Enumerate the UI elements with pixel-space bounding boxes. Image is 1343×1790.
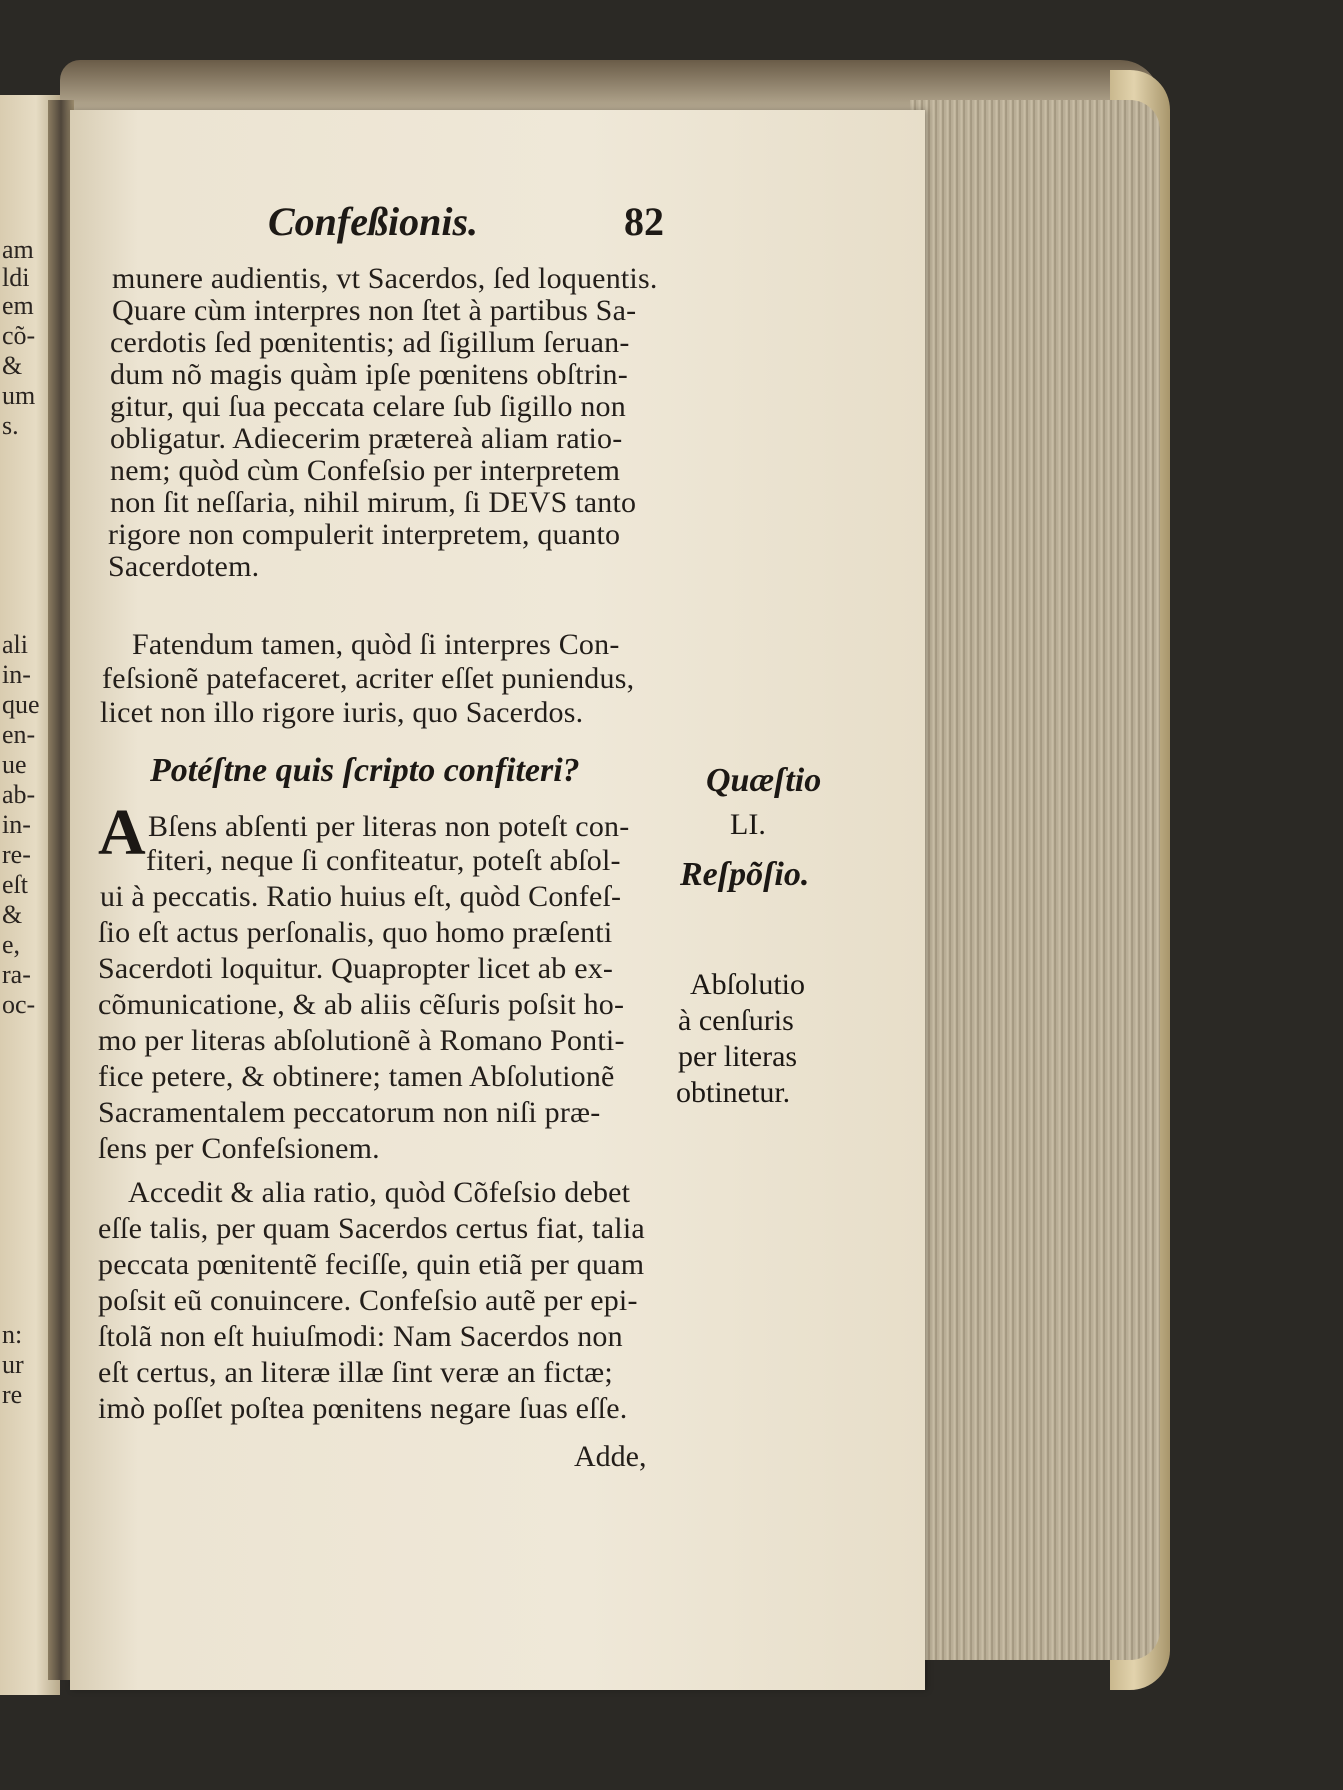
text-line: eſſe talis, per quam Sacerdos certus fiat, talia (98, 1212, 645, 1245)
text-line: mo per literas abſolutionẽ à Romano Ponti- (98, 1024, 625, 1057)
text-line: obligatur. Adiecerim prætereà aliam ratio- (110, 422, 623, 455)
left-page-fragment: en- (2, 720, 36, 749)
margin-responsio: Reſpõſio. (680, 856, 810, 893)
text-line: cõmunicatione, & ab aliis cẽſuris poſsit ho- (98, 988, 625, 1021)
left-page-fragment: ue (2, 750, 27, 779)
left-page-fragment: ra- (2, 960, 31, 989)
left-page-fragment: re (2, 1380, 23, 1409)
margin-summary-line: à cenſuris (678, 1004, 794, 1037)
text-line: imò poſſet poſtea pœnitens negare ſuas eſſe. (98, 1392, 628, 1425)
margin-summary-line: per literas (678, 1040, 798, 1073)
margin-quaestio: Quæſtio (706, 762, 822, 799)
left-page-fragment: ldi (2, 263, 30, 292)
text-line: Accedit & alia ratio, quòd Cõfeſsio debet (128, 1176, 631, 1209)
left-page-fragment: ur (2, 1350, 24, 1379)
left-page-fragment: & (2, 900, 23, 929)
left-page-fragment: cõ- (2, 321, 36, 350)
page-number: 82 (624, 199, 664, 244)
text-line: eſt certus, an literæ illæ ſint veræ an fictæ; (98, 1356, 613, 1389)
text-line: dum nõ magis quàm ipſe pœnitens obſtrin- (110, 358, 628, 391)
margin-summary-line: obtinetur. (676, 1076, 791, 1109)
text-line: Fatendum tamen, quòd ſi interpres Con- (132, 628, 620, 661)
text-line: ſio eſt actus perſonalis, quo homo præſenti (98, 916, 613, 949)
page-block-edge (910, 100, 1160, 1660)
left-page-fragment: & (2, 351, 23, 380)
text-line: ſtolã non eſt huiuſmodi: Nam Sacerdos non (98, 1320, 623, 1353)
left-page-fragment: n: (2, 1320, 23, 1349)
left-page-fragment: ali (2, 630, 28, 659)
text-line: poſsit eũ conuincere. Confeſsio autẽ per epi- (98, 1284, 638, 1317)
text-line: Sacerdoti loquitur. Quapropter licet ab ex- (98, 952, 614, 985)
left-page-fragment: in- (2, 810, 31, 839)
left-page-fragment: ab- (2, 780, 36, 809)
text-line: non ſit neſſaria, nihil mirum, ſi DEVS tanto (110, 486, 637, 519)
text-line: gitur, qui ſua peccata celare ſub ſigillo non (110, 390, 626, 423)
text-line: ui à peccatis. Ratio huius eſt, quòd Confeſ- (100, 880, 622, 913)
text-line: Bſens abſenti per literas non poteſt con- (148, 810, 630, 843)
text-line: nem; quòd cùm Confeſsio per interpretem (110, 454, 621, 487)
margin-summary-line: Abſolutio (690, 968, 806, 1001)
left-page-fragment: e, (2, 930, 21, 959)
text-line: munere audientis, vt Sacerdos, ſed loquentis. (112, 262, 658, 295)
text-line: licet non illo rigore iuris, quo Sacerdos. (100, 696, 584, 729)
left-page-fragment: um (2, 381, 36, 410)
left-page-fragment: em (2, 291, 34, 320)
catchword: Adde, (574, 1440, 647, 1473)
left-page-fragment: am (2, 235, 34, 264)
text-line: ſens per Confeſsionem. (98, 1132, 380, 1165)
text-line: Sacerdotem. (108, 550, 260, 583)
left-page-fragment: que (2, 690, 40, 719)
drop-cap: A (98, 796, 146, 869)
left-page-fragment: in- (2, 660, 31, 689)
text-line: peccata pœnitentẽ feciſſe, quin etiã per quam (98, 1248, 645, 1281)
text-line: Quare cùm interpres non ſtet à partibus Sa- (112, 294, 637, 327)
running-title: Confeßionis. (268, 199, 479, 244)
text-line: rigore non compulerit interpretem, quanto (108, 518, 621, 551)
text-line: feſsionẽ patefaceret, acriter eſſet puniendus, (102, 662, 635, 695)
left-page-fragment: re- (2, 840, 31, 869)
margin-question-number: LI. (730, 808, 766, 841)
left-page-fragment: s. (2, 411, 19, 440)
left-page-fragment: eſt (2, 870, 28, 899)
text-line: cerdotis ſed pœnitentis; ad ſigillum ſeruan- (110, 326, 630, 359)
text-line: fiteri, neque ſi confiteatur, poteſt abſol- (146, 844, 621, 877)
text-line: fice petere, & obtinere; tamen Abſolutionẽ (98, 1060, 615, 1093)
text-line: Sacramentalem peccatorum non niſi præ- (98, 1096, 601, 1129)
section-heading: Potéſtne quis ſcripto confiteri? (150, 752, 580, 789)
left-page-fragment: oc- (2, 990, 36, 1019)
